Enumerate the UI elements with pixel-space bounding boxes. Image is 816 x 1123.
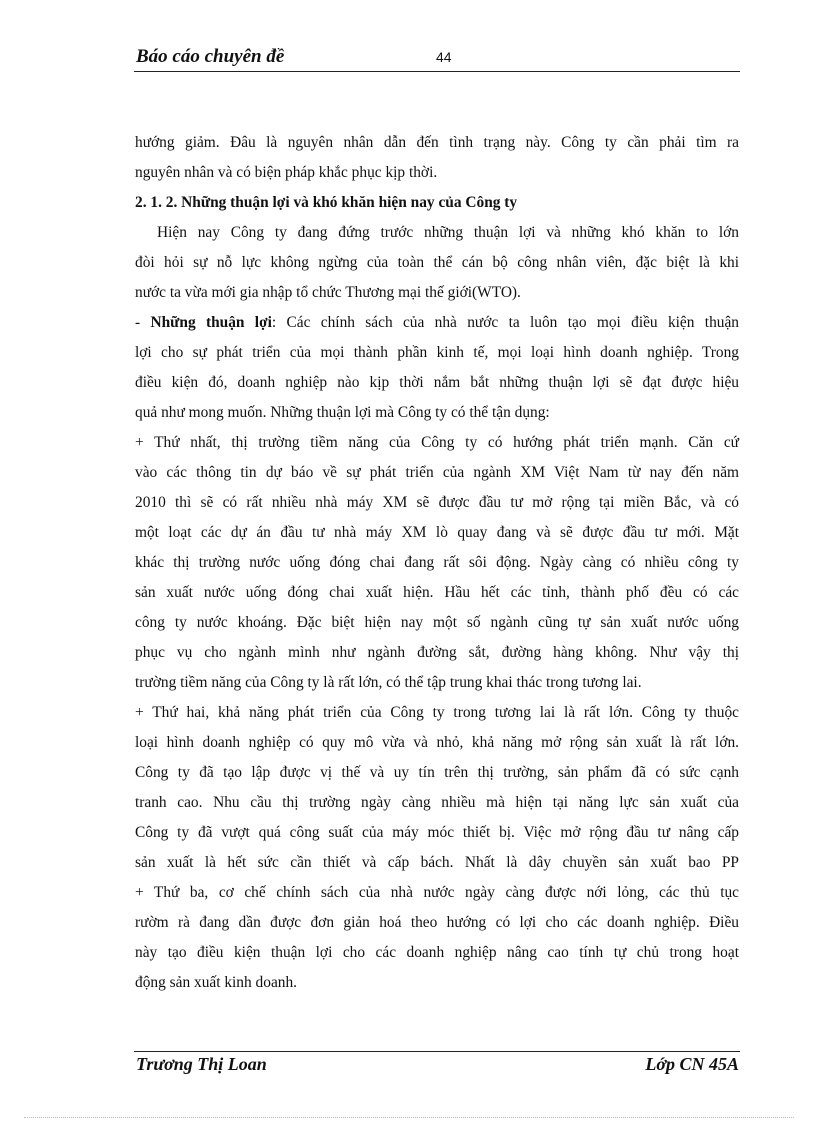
body-line: nguyên nhân và có biện pháp khắc phục kịp thời.: [135, 164, 438, 181]
footer-author: Trương Thị Loan: [136, 1054, 267, 1074]
body-line: phục vụ cho ngành mình như ngành đường sắt, đường hàng không. Như vậy thị: [135, 644, 739, 661]
body-line: Công ty đã vượt quá công suất của máy móc thiết bị. Việc mở rộng đầu tư nâng cấp: [135, 824, 739, 841]
body-line: quả như mong muốn. Những thuận lợi mà Công ty có thể tận dụng:: [135, 404, 550, 421]
body-line: + Thứ ba, cơ chế chính sách của nhà nước ngày càng được nới lỏng, các thủ tục: [135, 884, 739, 901]
body-line: Hiện nay Công ty đang đứng trước những thuận lợi và những khó khăn to lớn: [157, 224, 739, 241]
header-rule: [134, 71, 740, 72]
footer-class: Lớp CN 45A: [645, 1054, 739, 1074]
body-line: động sản xuất kinh doanh.: [135, 974, 298, 991]
body-line: + Thứ hai, khả năng phát triển của Công ty trong tương lai là rất lớn. Công ty thuộc: [135, 704, 739, 721]
footer-rule: [134, 1051, 740, 1052]
section-heading: 2. 1. 2. Những thuận lợi và khó khăn hiện nay của Công ty: [135, 194, 518, 211]
body-line: công ty nước khoáng. Đặc biệt hiện nay một số ngành cũng tự sản xuất nước uống: [135, 614, 739, 631]
list-dash: -: [135, 314, 151, 331]
body-line: này tạo điều kiện thuận lợi cho các doanh nghiệp nâng cao tính tự chủ trong hoạt: [135, 944, 739, 961]
body-line: vào các thông tin dự báo về sự phát triển của ngành XM Việt Nam từ nay đến năm: [135, 464, 739, 481]
body-line: loại hình doanh nghiệp có quy mô vừa và nhỏ, khả năng mở rộng sản xuất là rất lớn.: [135, 734, 739, 751]
body-line: tranh cao. Nhu cầu thị trường ngày càng nhiều mà hiện tại năng lực sản xuất của: [135, 794, 739, 811]
body-line: lợi cho sự phát triển của mọi thành phần kinh tế, mọi loại hình doanh nghiệp. Trong: [135, 344, 739, 361]
body-line: đòi hỏi sự nỗ lực không ngừng của toàn thể cán bộ công nhân viên, đặc biệt là khi: [135, 254, 739, 271]
advantages-label: Những thuận lợi: [150, 314, 272, 331]
body-line: một loạt các dự án đầu tư nhà máy XM lò quay đang và sẽ được đầu tư mới. Mặt: [135, 524, 739, 541]
body-line: sản xuất là hết sức cần thiết và cấp bách. Nhất là dây chuyền sản xuất bao PP: [135, 854, 739, 871]
body-line: nước ta vừa mới gia nhập tổ chức Thương mại thế giới(WTO).: [135, 284, 521, 301]
page-number: 44: [436, 49, 452, 65]
page-edge-dots: [24, 1117, 794, 1118]
body-line: + Thứ nhất, thị trường tiềm năng của Công ty có hướng phát triển mạnh. Căn cứ: [135, 434, 739, 451]
body-line: Công ty đã tạo lập được vị thế và uy tín trên thị trường, sản phẩm đã có sức cạnh: [135, 764, 739, 781]
header-title: Báo cáo chuyên đề: [136, 46, 285, 67]
body-line: khác thị trường nước uống đóng chai đang rất sôi động. Ngày càng có nhiều công ty: [135, 554, 739, 571]
body-line: rườm rà đang dần được đơn giản hoá theo hướng có lợi cho các doanh nghiệp. Điều: [135, 914, 739, 931]
body-line: hướng giảm. Đâu là nguyên nhân dẫn đến tình trạng này. Công ty cần phải tìm ra: [135, 134, 739, 151]
document-body: [135, 128, 739, 998]
advantages-text: : Các chính sách của nhà nước ta luôn tạo mọi điều kiện thuận: [271, 314, 739, 331]
body-line: 2010 thì sẽ có rất nhiều nhà máy XM sẽ được đầu tư mở rộng tại miền Bắc, và có: [135, 494, 739, 511]
body-line: sản xuất nước uống đóng chai xuất hiện. Hầu hết các tỉnh, thành phố đều có các: [135, 584, 739, 601]
advantages-intro-line: [135, 308, 739, 338]
body-line: điều kiện đó, doanh nghiệp nào kịp thời nắm bắt những thuận lợi sẽ đạt được hiệu: [135, 374, 739, 391]
body-line: trường tiềm năng của Công ty là rất lớn, có thể tập trung khai thác trong tương lai.: [135, 674, 642, 691]
